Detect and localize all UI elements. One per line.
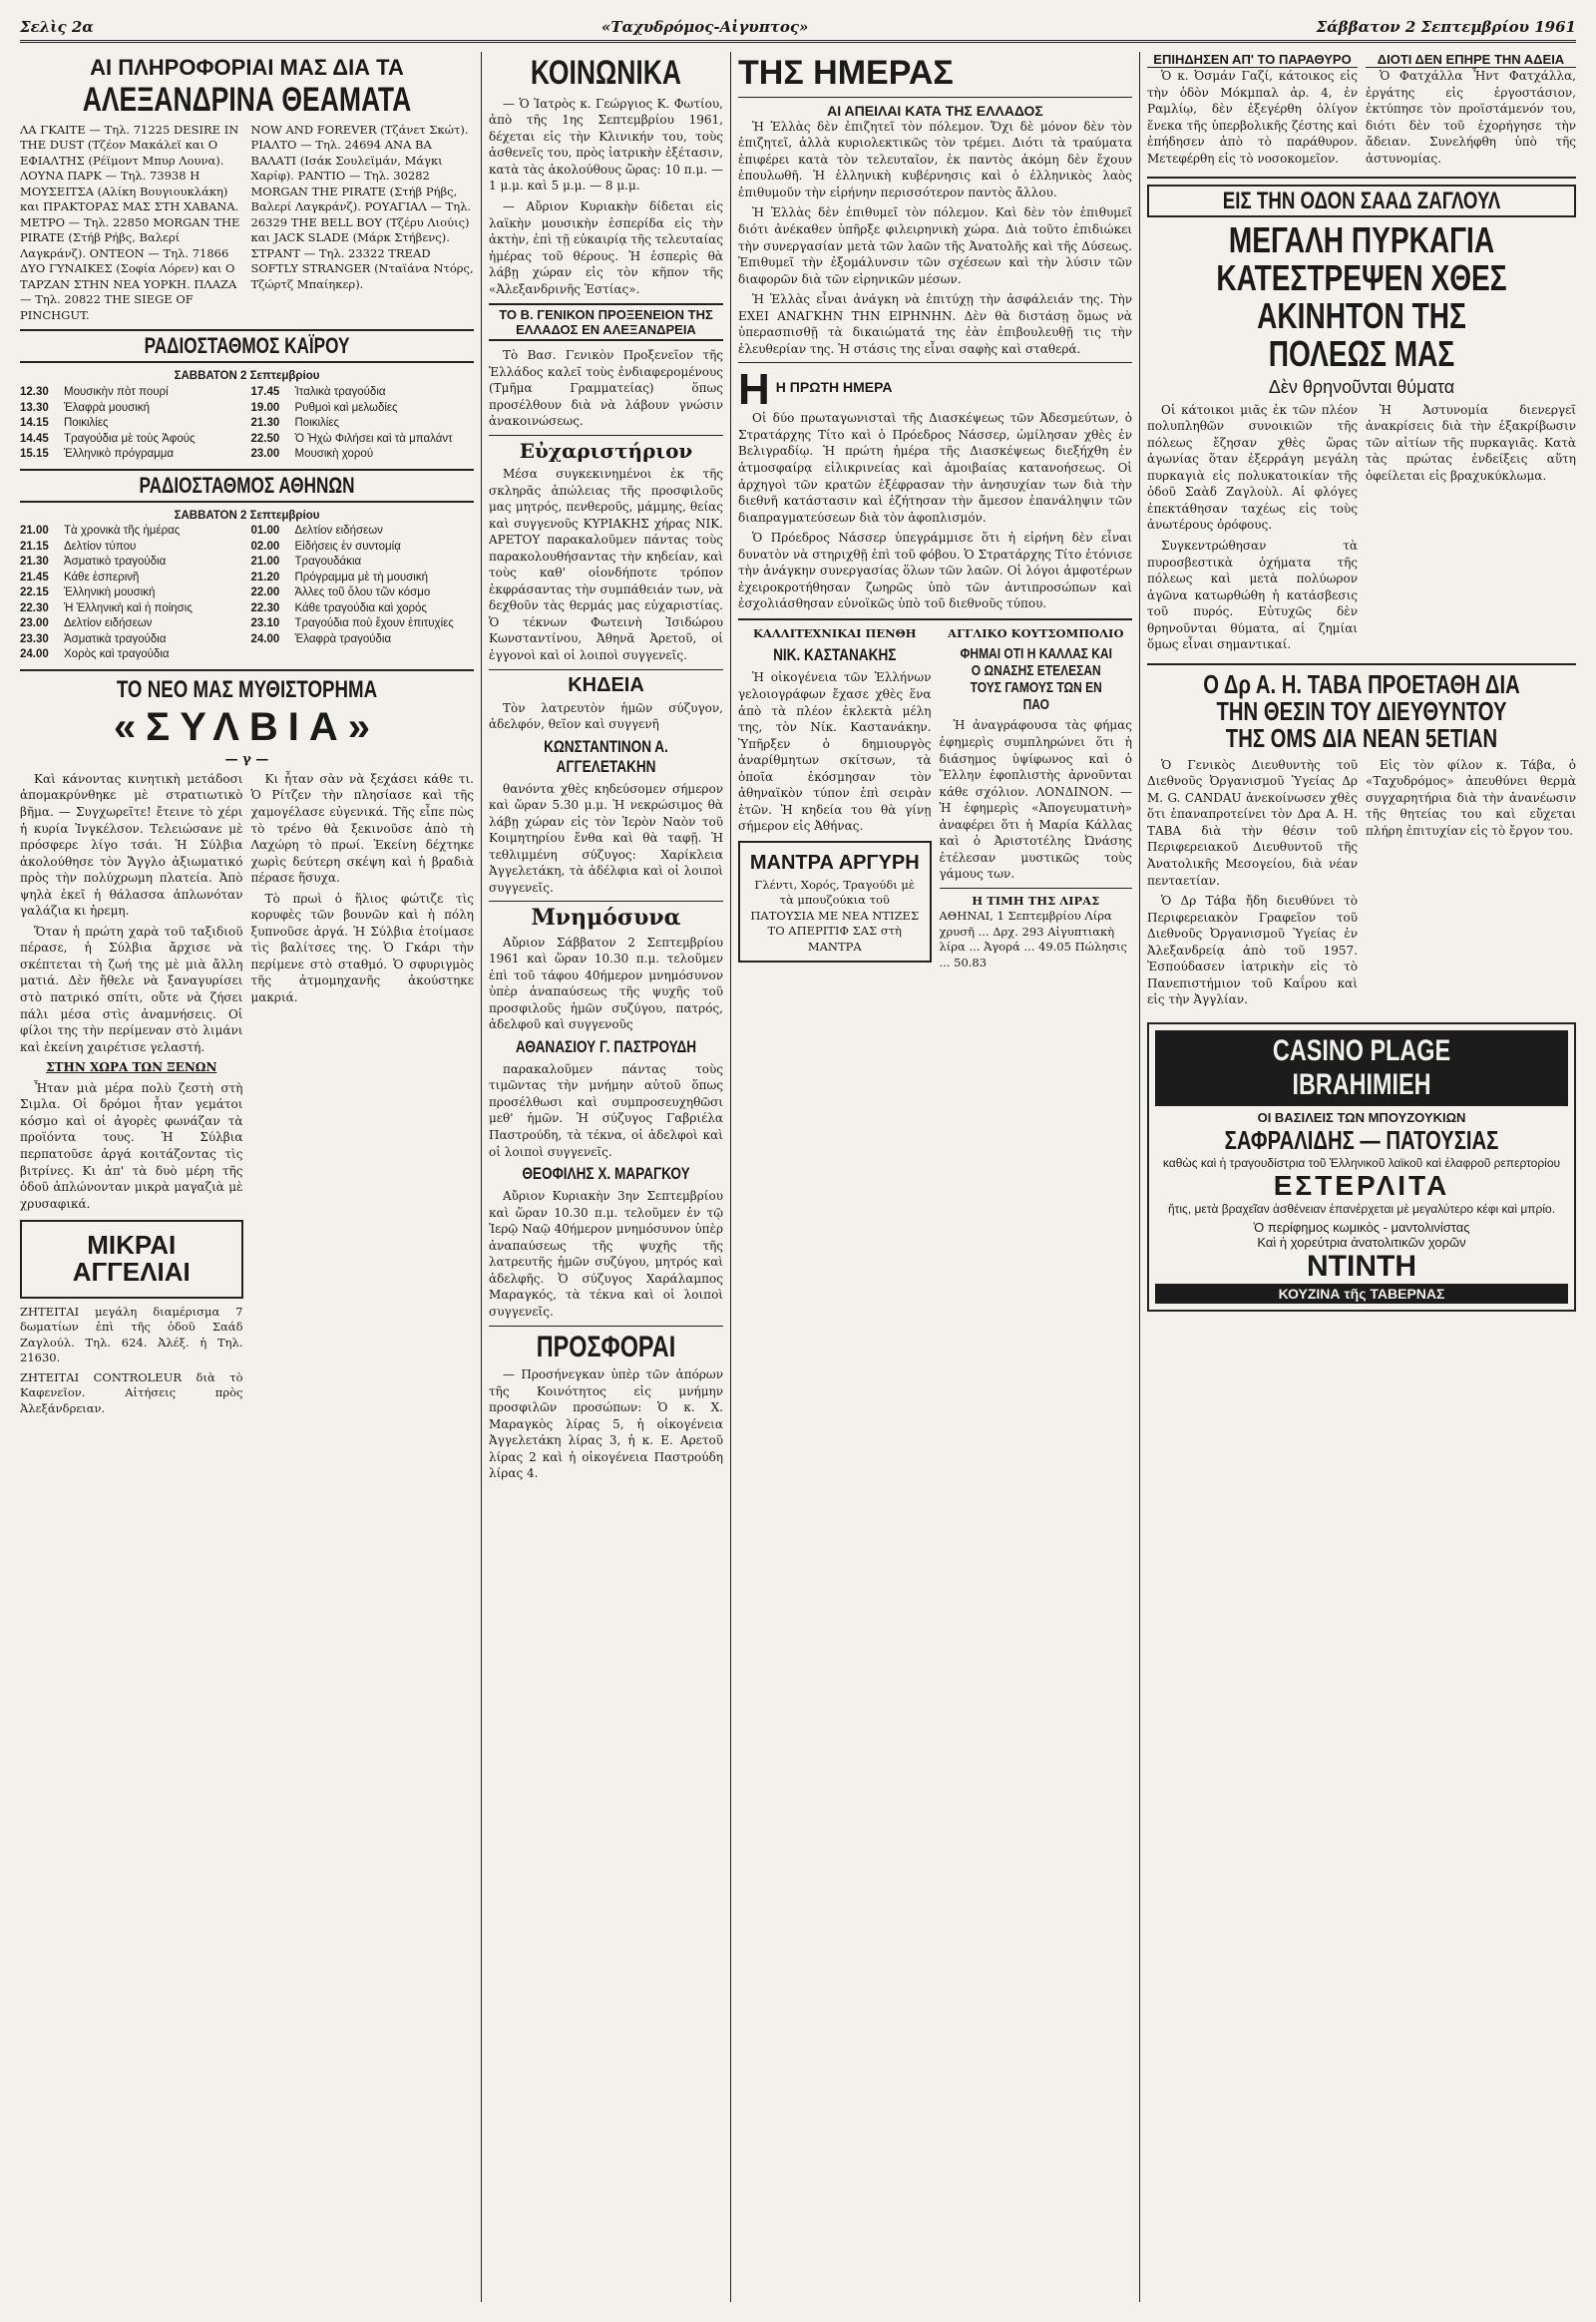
schedule-row bbox=[251, 632, 475, 648]
schedule-time: 24.00 bbox=[250, 632, 280, 645]
schedule-time: 22.30 bbox=[250, 601, 280, 614]
schedule-row bbox=[251, 432, 475, 448]
day-paragraph: Ὁ Πρόεδρος Νάσσερ ὑπεγράμμισε ὅτι ἡ εἰρήνη δὲν εἶναι δυνατὸν νὰ στηριχθῇ ἐπὶ τοῦ φόβου. Ὁ Στρατάρχης Τίτο ἐτόνισε τὴν ἀνάγκην συνεργασίας ὅλων τῶν λαῶν. Οἱ λόγοι ἀμφοτέρων ἐχειροκροτήθησαν ζωηρῶς ὑπὸ τῶν ἀντιπροσώπων καὶ ἐσχολιάσθησαν εὐνοϊκῶς ὑπὸ τοῦ διεθνοῦς τύπου. bbox=[738, 531, 1132, 611]
schedule-row bbox=[20, 585, 243, 601]
schedule-time: 12.30 bbox=[20, 386, 49, 398]
schedule-program: Χορὸς καὶ τραγούδια bbox=[64, 648, 170, 661]
schedule-time: 21.00 bbox=[250, 556, 280, 569]
radio-cairo-rows bbox=[20, 385, 474, 463]
thanks-title: Εὐχαριστήριον bbox=[519, 438, 693, 463]
schedule-time: 22.00 bbox=[250, 586, 280, 599]
mandra-title: ΜΑΝΤΡΑ ΑΡΓΥΡΗ bbox=[749, 851, 920, 874]
fire-subtitle: Δὲν θρηνοῦνται θύματα bbox=[1268, 376, 1455, 397]
schedule-time: 21.15 bbox=[20, 540, 49, 553]
page-number: Σελὶς 2α bbox=[20, 18, 94, 36]
schedule-row bbox=[251, 385, 475, 401]
schedule-row bbox=[20, 447, 243, 463]
memorial-title: Μνημόσυνα bbox=[531, 905, 681, 932]
schedule-program: Ὁ Ἠχὼ Φιλήσει καὶ τὰ μπαλάντ bbox=[294, 432, 453, 445]
schedule-row bbox=[20, 616, 243, 632]
schedule-time: 02.00 bbox=[250, 540, 280, 553]
schedule-program: Τὰ χρονικὰ τῆς ἡμέρας bbox=[64, 525, 181, 538]
radio-athens-rows bbox=[20, 524, 474, 663]
classifieds-title: ΜΙΚΡΑΙ ΑΓΓΕΛΙΑΙ bbox=[72, 1230, 191, 1288]
casino-title: CASINO PLAGE IBRAHIMIEH bbox=[1155, 1030, 1568, 1106]
mourning-text: Ἡ οἰκογένεια τῶν Ἑλλήνων γελοιογράφων ἔχασε χθὲς ἕνα ἀπὸ τὰ πλέον ἐκλεκτὰ μέλη της, τὸν Νίκ. Καστανάκην. Ὑπῆρξεν ὁ δημιουργὸς ἀναρίθμητων σκίτσων, τὰ ὁποῖα ἐκόσμησαν τὸν ἀθηναϊκὸν τύπον ἐπὶ σειρὰν ἐτῶν. Ἡ κηδεία του θὰ γίνῃ σήμερον εἰς Ἀθήνας. bbox=[738, 670, 932, 834]
schedule-row bbox=[20, 385, 243, 401]
schedule-row bbox=[20, 416, 243, 432]
schedule-row bbox=[251, 540, 475, 556]
who-paragraph: Ὁ Γενικὸς Διευθυντὴς τοῦ Διεθνοῦς Ὀργανισμοῦ Ὑγείας Δρ M. G. CANDAU ἀνεκοίνωσεν χθὲς ὅτι ἐπαναπροτείνει τὸν Δρα Α. Η. ΤΑΒΑ διὰ τὴν θέσιν τοῦ Περιφερειακοῦ Διευθυντοῦ τῆς Ἀνατολικῆς Μεσογείου, διὰ νέαν πενταετίαν. bbox=[1147, 757, 1358, 888]
schedule-time: 22.30 bbox=[20, 601, 49, 614]
schedule-row bbox=[20, 401, 243, 417]
consulate-text: Τὸ Βασ. Γενικὸν Προξενεῖον τῆς Ἑλλάδος καλεῖ τοὺς ἐνδιαφερομένους (Τμῆμα Γραμματείας) ὅπως προσέλθουν διὰ νὰ λάβουν γνώσιν ἀνακοινώσεως. bbox=[489, 348, 723, 429]
memorial-text: Αὔριον Σάββατον 2 Σεπτεμβρίου 1961 καὶ ὥραν 10.30 π.μ. τελοῦμεν ἐπὶ τοῦ τάφου 40ήμερον μνημόσυνον ὑπὲρ ἀναπαύσεως τῆς ψυχῆς τοῦ προσφιλοῦς ἡμῶν συζύγου, πατρός, ἀδελφοῦ καὶ συγγενοῦς bbox=[489, 935, 723, 1032]
theaters-left: ΛΑ ΓΚΑΙΤΕ — Τηλ. 71225 DESIRE IN THE DUST (Τζέον Μακάλεϊ και Ο ΕΦΙΑΛΤΗΣ (Ρέϊμοντ Μπυρ Λουνα). ΛΟΥΝΑ ΠΑΡΚ — Τηλ. 73938 Η ΜΟΥΣΕΙΤΣΑ (Αλίκη Βουγιουκλάκη) και ΠΡΑΚΤΟΡΑΣ ΜΑΣ ΣΤΗ ΧΑΒΑΝΑ. ΜΕΤΡΟ — Τηλ. 22850 MORGAN THE PIRATE (Στήβ Ρήβς, Βαλερί Λαγκράνζ). ΟΝΤΕΟΝ — Τηλ. 71866 ΔΥΟ ΓΥΝΑΙΚΕΣ (Σοφία Λόρεν) και Ο ΤΑΡΖΑΝ ΣΤΗΝ ΝΕΑ ΥΟΡΚΗ. ΠΛΑΖΑ — Τηλ. 20822 THE SIEGE OF PINCHGUT. bbox=[20, 122, 240, 322]
novel-body bbox=[20, 771, 474, 1420]
schedule-row bbox=[251, 401, 475, 417]
schedule-program: Ἐλαφρὰ μουσική bbox=[64, 401, 150, 414]
schedule-time: 23.30 bbox=[20, 632, 49, 645]
mandra-ad bbox=[738, 841, 932, 964]
schedule-row bbox=[251, 601, 475, 617]
schedule-program: Δελτίον ειδήσεων bbox=[294, 525, 383, 538]
novel-paragraph: Κι ἦταν σὰν νὰ ξεχάσει κάθε τι. Ὁ Ρίτζεν τὴν πλησίασε καὶ τῆς χαμογέλασε εὐγενικά. Τῆς εἶπε πὼς τὸ τρένο θὰ ξεκινοῦσε ἀπὸ τὴ Λαχώρη τὸ πρωί. Ἐκείνη δέχτηκε χωρὶς δεύτερη σκέψη καὶ ἡ βραδιὰ πέρασε ἥσυχα. bbox=[250, 771, 474, 886]
schedule-program: Τραγούδια ποὺ ἔχουν ἐπιτυχίες bbox=[294, 617, 454, 630]
gossip-label: ΑΓΓΛΙΚΟ ΚΟΥΤΣΟΜΠΟΛΙΟ bbox=[948, 625, 1124, 640]
who-title: Ο Δρ Α. Η. ΤΑΒΑ ΠΡΟΕΤΑΘΗ ΔΙΑ ΤΗΝ ΘΕΣΙΝ ΤΟΥ ΔΙΕΥΘΥΝΤΟΥ ΤΗΣ OMS ΔΙΑ ΝΕΑΝ 5ΕΤΙΑΝ bbox=[1203, 668, 1520, 754]
schedule-program: Ἀσματικὸ τραγούδια bbox=[64, 556, 167, 569]
radio-cairo-title: ΡΑΔΙΟΣΤΑΘΜΟΣ ΚΑΪΡΟΥ bbox=[20, 329, 474, 363]
radio-athens-schedule bbox=[20, 509, 474, 663]
schedule-time: 15.15 bbox=[20, 448, 49, 461]
radio-cairo-schedule bbox=[20, 369, 474, 462]
radio-athens-day: ΣΑΒΒΑΤΟΝ 2 Σεπτεμβρίου bbox=[174, 509, 320, 522]
memorial-text: παρακαλοῦμεν πάντας τοὺς τιμῶντας τὴν μνήμην αὐτοῦ ὅπως προσέλθωσι καὶ συμπροσευχηθῶσι μεθ' ἡμῶν. Ἡ σύζυγος Γαβριέλα Παστρούδη, τὰ τέκνα, οἱ ἀδελφοὶ καὶ οἱ λοιποὶ συγγενεῖς. bbox=[489, 1061, 723, 1159]
fire-paragraph: Οἱ κάτοικοι μιᾶς ἐκ τῶν πλέον πολυπληθῶν συνοικιῶν τῆς πόλεως ἔζησαν χθὲς ὥρας ἀγωνίας ὅταν ἐξερράγη μεγάλη πυρκαγιὰ εἰς πολυκατοικίαν τῆς ὁδοῦ Σαὰδ Ζαγλοὺλ. Αἱ φλόγες ἐπεκτάθησαν ταχέως εἰς τοὺς ἀνωτέρους ὀρόφους. bbox=[1147, 402, 1358, 533]
schedule-time: 21.00 bbox=[20, 525, 49, 538]
schedule-row bbox=[251, 585, 475, 601]
day-paragraph: Ἡ Ἑλλὰς εἶναι ἀνάγκη νὰ ἐπιτύχῃ τὴν ἀσφάλειάν της. Τὴν ΕΧΕΙ ΑΝΑΓΚΗΝ ΤΗΝ ΕΙΡΗΝΗΝ. Δὲν θὰ διστάσῃ ὅμως νὰ ὑπερασπισθῇ τὰ δικαιώματά της ἐὰν ἐπιβουλευθῇ τις τὴν ἐλευθερίαν της. Ἡ στάσις της εἶναι σαφὴς καὶ σταθερά. bbox=[738, 292, 1132, 356]
novel-paragraph: Ἦταν μιὰ μέρα πολὺ ζεστὴ στὴ Σιμλα. Οἱ δρόμοι ἦταν γεμάτοι κόσμο καὶ οἱ ἀγορὲς φωνάζαν τὰ προϊόντα τους. Ἡ Σύλβια περπατοῦσε ἀργά κοιτάζοντας τὶς βιτρίνες. Κι ἀπ' τὰ δυὸ μέρη τῆς ὁδοῦ ἀπλώνονταν μικρὰ μαγαζιὰ μὲ χρυσαφικά. bbox=[20, 1080, 243, 1211]
schedule-program: Τραγούδια μὲ τοὺς Ἀφούς bbox=[64, 432, 196, 445]
issue-date: Σάββατον 2 Σεπτεμβρίου 1961 bbox=[1316, 18, 1576, 36]
schedule-time: 17.45 bbox=[250, 386, 280, 398]
schedule-program: Ἰταλικὰ τραγούδια bbox=[294, 386, 386, 398]
theaters-listing bbox=[20, 123, 474, 324]
casino-line: Καὶ ἡ χορεύτρια ἀνατολιτικῶν χορῶν bbox=[1257, 1234, 1466, 1250]
consulate-head: ΤΟ Β. ΓΕΝΙΚΟΝ ΠΡΟΞΕΝΕΙΟΝ ΤΗΣ ΕΛΛΑΔΟΣ ΕΝ ΑΛΕΞΑΝΔΡΕΙΑ bbox=[489, 303, 723, 341]
newspaper-page bbox=[20, 18, 1576, 2302]
price-title: Η ΤΙΜΗ ΤΗΣ ΛΙΡΑΣ bbox=[972, 893, 1100, 908]
schedule-program: Ποικιλίες bbox=[294, 417, 340, 430]
schedule-program: Ἀσματικὰ τραγούδια bbox=[64, 632, 167, 645]
schedule-time: 22.15 bbox=[20, 586, 49, 599]
who-paragraph: Εἰς τὸν φίλον κ. Τάβα, ὁ «Ταχυδρόμος» ἀπευθύνει θερμὰ συγχαρητήρια διὰ τὴν ἀνανέωσιν τῆς θητείας του καὶ εὔχεται πλήρη ἐπιτυχίαν εἰς τὸ ἔργον του. bbox=[1366, 757, 1576, 838]
theaters-title-1: ΑΙ ΠΛΗΡΟΦΟΡΙΑΙ ΜΑΣ ΔΙΑ ΤΑ bbox=[90, 55, 404, 80]
schedule-time: 22.50 bbox=[250, 432, 280, 445]
classified-ad: ΖΗΤΕΙΤΑΙ CONTROLEUR διὰ τὸ Καφενεῖον. Αἰτήσεις πρὸς Ἀλεξάνδρειαν. bbox=[20, 1369, 243, 1415]
casino-line: ΣΑΦΡΑΛΙΔΗΣ — ΠΑΤΟΥΣΙΑΣ bbox=[1224, 1124, 1499, 1155]
novel-kicker: ΤΟ ΝΕΟ ΜΑΣ ΜΥΘΙΣΤΟΡΗΜΑ bbox=[116, 675, 378, 703]
schedule-time: 23.10 bbox=[250, 617, 280, 630]
funeral-title: ΚΗΔΕΙΑ bbox=[568, 673, 644, 696]
gossip-title: ΦΗΜΑΙ ΟΤΙ Η ΚΑΛΛΑΣ ΚΑΙ Ο ΩΝΑΣΗΣ ΕΤΕΛΕΣΑΝ ΤΟΥΣ ΓΑΜΟΥΣ ΤΩΝ ΕΝ ΠΑΟ bbox=[960, 645, 1112, 714]
schedule-program: Μουσικὴ χορού bbox=[294, 448, 374, 461]
schedule-row bbox=[20, 432, 243, 448]
schedule-time: 13.30 bbox=[20, 401, 49, 414]
schedule-time: 21.45 bbox=[20, 571, 49, 583]
schedule-program: Εἰδήσεις ἐν συντομίᾳ bbox=[294, 540, 401, 553]
radio-cairo-day: ΣΑΒΒΑΤΟΝ 2 Σεπτεμβρίου bbox=[174, 370, 320, 383]
radio-athens-title: ΡΑΔΙΟΣΤΑΘΜΟΣ ΑΘΗΝΩΝ bbox=[20, 469, 474, 503]
schedule-row bbox=[251, 616, 475, 632]
theaters-title-2: ΑΛΕΞΑΝΔΡΙΝΑ ΘΕΑΜΑΤΑ bbox=[82, 81, 412, 120]
schedule-program: Ἡ Ἑλληνικὴ καὶ ἡ ποίησις bbox=[64, 601, 193, 614]
schedule-row bbox=[20, 601, 243, 617]
day-paragraph: Ἡ Ἑλλὰς δὲν ἐπιζητεῖ τὸν πόλεμον. Ὄχι δὲ μόνον δὲν τὸν ἐπιζητεῖ, ἀλλὰ κυριολεκτικῶς τὸν τρέμει. Διότι τὰ τραύματα ἐπιφέρει κατὰ τὸν τελευταῖον, ἐκ παντὸς ἀκόμη δὲν ἔχουν ἐπουλωθῆ. Ἡ ἑλληνικὴ κυβέρνησις καὶ ὁ ἑλληνικὸς λαὸς ἐπιθυμοῦν τὴν εἰρήνην περισσότερον παντὸς ἄλλου. bbox=[738, 119, 1132, 199]
memorial-name: ΘΕΟΦΙΛΗΣ Χ. ΜΑΡΑΓΚΟΥ bbox=[522, 1164, 690, 1184]
social-item: — Ὁ Ἰατρὸς κ. Γεώργιος Κ. Φωτίου, ἀπὸ τῆς 1ης Σεπτεμβρίου 1961, δέχεται εἰς τὴν Κλινικήν του, τοὺς ἀσθενεῖς του, πρὸς ἰατρικὴν ἐξέτασιν, κατὰ τὰς ἀκολούθους ὥρας: 10 π.μ. — 1 μ.μ. καὶ 5 μ.μ. — 8 μ.μ. bbox=[489, 96, 723, 194]
schedule-row bbox=[251, 416, 475, 432]
mourning-label: ΚΑΛΛΙΤΕΧΝΙΚΑΙ ΠΕΝΘΗ bbox=[752, 625, 917, 640]
schedule-row bbox=[251, 555, 475, 571]
schedule-program: Ἐλαφρὰ τραγούδια bbox=[294, 632, 392, 645]
column-1 bbox=[20, 52, 474, 2302]
schedule-program: Τραγουδάκια bbox=[294, 556, 362, 569]
schedule-program: Ἀλλες τοῦ ὅλου τῶν κόσμο bbox=[294, 586, 431, 599]
day-paragraph: Οἱ δύο πρωταγωνισταὶ τῆς Διασκέψεως τῶν Ἀδεσμεύτων, ὁ Στρατάρχης Τίτο καὶ ὁ Πρόεδρος Νάσσερ, ὡμίλησαν χθὲς ἐν Βελιγραδίῳ. Ἡ πρώτη ἡμέρα τῆς Διασκέψεως διεξήχθη ἐν ἀτμοσφαίρᾳ εἰλικρινείας καὶ ἀμοιβαίας κατανοήσεως. Οἱ ἀρχηγοὶ τῶν κρατῶν ἐξέφρασαν τὴν ἀνησυχίαν των διὰ τὴν διεθνῆ κατάστασιν καὶ ἐζήτησαν τὴν ἄμεσον ἐπανάληψιν τῶν διαπραγματεύσεων διὰ τὸν ἀφοπλισμόν. bbox=[738, 411, 1132, 525]
day-paragraph: Ἡ Ἑλλὰς δὲν ἐπιθυμεῖ τὸν πόλεμον. Καὶ δὲν τὸν ἐπιθυμεῖ διότι ἀνέκαθεν ὑπῆρξε φιλειρηνικὴ χώρα. Διὰ τοῦτο ἐπιδιώκει τὴν συνεργασίαν μετὰ τῶν λαῶν τῆς Ἀνατολῆς καὶ τῆς Δύσεως. Ἐπιθυμεῖ τὴν ἐξομάλυνσιν τῶν σχέσεων καὶ τὴν λύσιν τῶν διαφορῶν διὰ τῶν εἰρηνικῶν μέσων. bbox=[738, 205, 1132, 286]
novel-paragraph: Ὅταν ἡ πρώτη χαρὰ τοῦ ταξιδιοῦ πέρασε, ἡ Σύλβια ἄρχισε νὰ σκέπτεται τὴ ζωή της μὲ μιὰ ἄλλη ματιά. Δὲν ἤθελε νὰ ξαναγυρίσει στὸ πατρικό σπίτι, οὔτε νὰ ζήσει πάλι μέσα στὶς ἀναμνήσεις. Οἱ φίλοι της τὴν περίμεναν στὸ λιμάνι καὶ ἐκείνη χαιρέτισε γελαστή. bbox=[20, 924, 243, 1054]
gossip-text: Ἡ ἀναγράφουσα τὰς φήμας ἐφημερὶς συμπληρώνει ὅτι ἡ διάσημος ὑψίφωνος καὶ ὁ Ἕλλην ἐφοπλιστὴς ἀρνοῦνται κάθε σχόλιον. ΛΟΝΔΙΝΟΝ. — Ἡ ἐφημερὶς «Ἀπογευματινὴ» ἀναφέρει ὅτι ἡ Μαρία Κάλλας καὶ ὁ Ἀριστοτέλης Ὠνάσης ἐτέλεσαν μυστικῶς τοὺς γάμους των. bbox=[939, 718, 1132, 882]
first-day-title: Η ΠΡΩΤΗ ΗΜΕΡΑ bbox=[775, 379, 893, 396]
casino-ad bbox=[1147, 1022, 1576, 1312]
classifieds-box bbox=[20, 1220, 243, 1299]
schedule-program: Ἑλληνικὸ πρόγραμμα bbox=[64, 448, 175, 461]
first-day-article bbox=[738, 368, 1132, 612]
brief-title: ΔΙΟΤΙ ΔΕΝ ΕΠΗΡΕ ΤΗΝ ΑΔΕΙΑ bbox=[1366, 52, 1576, 68]
social-title: ΚΟΙΝΩΝΙΚΑ bbox=[530, 54, 682, 92]
schedule-program: Κάθε τραγούδια καὶ χορός bbox=[294, 601, 427, 614]
column-4 bbox=[1147, 52, 1576, 2302]
schedule-program: Δελτίον ειδήσεων bbox=[64, 617, 153, 630]
schedule-time: 23.00 bbox=[250, 448, 280, 461]
schedule-row bbox=[20, 632, 243, 648]
mandra-text: Γλέντι, Χορός, Τραγούδι μὲ τὰ μπουζούκια τοῦ ΠΑΤΟΥΣΙΑ ΜΕ ΝΕΑ ΝΤΙΖΕΣ ΤΟ ΑΠΕΡΙΤΙΦ ΣΑΣ στὴ ΜΑΝΤΡΑ bbox=[750, 877, 920, 954]
novel-paragraph: Καὶ κάνοντας κινητικὴ μετάδοσι ἀπομακρύνθηκε μὲ στρατιωτικὸ βῆμα. — Συγχωρεῖτε! ἔτεινε τὸ χέρι ἡ κυρία Ἰνγκέλσον. Τελειώσανε μὲ πρόσφερε λίγο τσάι. Ἡ Σύλβια ἀκολούθησε τὸν Ἄγγλο ἀξιωματικό πρὸς τὴν πολύχρωμη πλατεία. Ἀπὸ ψηλὰ ἐκεῖ ἡ θάλασσα ἁπλωνόταν γαλάζια κι ἡρεμη. bbox=[20, 771, 243, 919]
columns bbox=[20, 52, 1576, 2302]
schedule-program: Ποικιλίες bbox=[64, 417, 109, 430]
day-subhead: ΑΙ ΑΠΕΙΛΑΙ ΚΑΤΑ ΤΗΣ ΕΛΛΑΔΟΣ bbox=[827, 102, 1043, 119]
schedule-time: 19.00 bbox=[250, 401, 280, 414]
who-paragraph: Ὁ Δρ Τάβα ἤδη διευθύνει τὸ Περιφερειακὸν Γραφεῖον τοῦ Διεθνοῦς Ὀργανισμοῦ Ὑγείας ἐν Ἀλεξανδρείᾳ ἀπὸ τοῦ 1957. Ἐσπούδασεν ἰατρικὴν εἰς τὸ Πανεπιστήμιον τοῦ Καΐρου καὶ εἰς τὴν Ἀγγλίαν. bbox=[1147, 894, 1358, 1007]
theaters-right: NOW AND FOREVER (Τζάνετ Σκώτ). ΡΙΑΛΤΟ — Τηλ. 24694 ΑΝΑ ΒΑ ΒΑΛΑΤΙ (Ισάκ Σουλεϊμάν, Μάγκι Χαρίφ). ΡΑΝΤΙΟ — Τηλ. 30282 MORGAN THE PIRATE (Στήβ Ρήβς, Βαλερί Λαγκράνζ). ΡΟΥΑΓΙΑΛ — Τηλ. 26329 THE BELL BOY (Τζέρυ Λιούις) και JACK SLADE (Μάρκ Στήβενς). ΣΤΡΑΝΤ — Τηλ. 23322 TREAD SOFTLY STRANGER (Νταϊάνα Ντόρς, Τζώρτζ Μπαίηκερ). bbox=[250, 122, 474, 291]
novel-title: «ΣΥΛΒΙΑ» bbox=[113, 704, 381, 749]
schedule-row bbox=[251, 447, 475, 463]
schedule-time: 21.30 bbox=[20, 556, 49, 569]
novel-paragraph: Τὸ πρωὶ ὁ ἥλιος φώτιζε τὶς κορυφὲς τῶν βουνῶν καὶ ἡ πόλη ξυπνοῦσε ἀργά. Ἡ Σύλβια ἑτοίμασε τὶς βαλίτσες της. Ὁ Γκάρι τὴν περίμενε στὸ σταθμό. Ὁ σφυριγμὸς τῆς ἀτμομηχανῆς ἀκούστηκε μακριά. bbox=[250, 891, 474, 1005]
schedule-row bbox=[251, 524, 475, 540]
column-2 bbox=[489, 52, 723, 2302]
schedule-program: Δελτίον τύπου bbox=[64, 540, 137, 553]
casino-line: ΚΟΥΖΙΝΑ τῆς ΤΑΒΕΡΝΑΣ bbox=[1155, 1284, 1568, 1304]
price-text: ΑΘΗΝΑΙ, 1 Σεπτεμβρίου Λίρα χρυσῆ ... Δρχ. 293 Αἰγυπτιακὴ λίρα ... Ἀγορά ... 49.05 Πώλησις ... 50.83 bbox=[939, 909, 1127, 969]
casino-line: ΝΤΙΝΤΗ bbox=[1307, 1249, 1416, 1283]
schedule-program: Ἑλληνικὴ μουσική bbox=[64, 586, 156, 599]
schedule-time: 21.30 bbox=[250, 417, 280, 430]
schedule-program: Κάθε ἑσπερινῆ bbox=[64, 571, 140, 583]
schedule-program: Μουσικὴν πὸτ πουρί bbox=[64, 386, 169, 398]
bottom-pair bbox=[738, 626, 1132, 971]
fire-paragraph: Συγκεντρώθησαν τὰ πυροσβεστικὰ ὀχήματα τῆς πόλεως καὶ μετὰ πολύωρον ἀγῶνα κατωρθώθη ἡ κατάσβεσις τοῦ πυρός. Εὐτυχῶς δὲν θρηνοῦνται θύματα, αἱ ζημίαι ὅμως εἶναι σημαντικαί. bbox=[1147, 539, 1358, 652]
funeral-text: θανόντα χθὲς κηδεύσομεν σήμερον καὶ ὥραν 5.30 μ.μ. Ἡ νεκρώσιμος θὰ λάβῃ χώραν εἰς τὸν Ἱερὸν Ναὸν τοῦ Κοιμητηρίου ἔνθα καὶ θὰ ταφῇ. Ἡ τεθλιμμένη σύζυγος: Χαρίκλεια Ἀγγελετάκη, τὰ ἀδέλφια καὶ οἱ λοιποὶ συγγενεῖς. bbox=[489, 781, 723, 895]
brief-text: Ὁ κ. Ὀσμάν Γαζί, κάτοικος εἰς τὴν ὁδὸν Μόκμπαλ ἀρ. 4, ἐν Ραμλίῳ, δὲν ἐξεγέρθη ὀλίγον ἕνεκα τῆς ὑπερβολικῆς ζέστης καὶ ἐπήδησεν ἀπὸ τὸ παράθυρον. Μετεφέρθη εἰς τὸ νοσοκομεῖον. bbox=[1147, 69, 1358, 166]
who-body bbox=[1147, 757, 1576, 1012]
schedule-row bbox=[20, 555, 243, 571]
schedule-time: 01.00 bbox=[250, 525, 280, 538]
schedule-row bbox=[20, 524, 243, 540]
classified-ad: ΖΗΤΕΙΤΑΙ μεγάλη διαμέρισμα 7 δωματίων ἐπὶ τῆς ὁδοῦ Σαάδ Ζαγλούλ. Τηλ. 624. Ἀλέξ. ἡ Τηλ. 21630. bbox=[20, 1304, 243, 1365]
casino-line: Ὁ περίφημος κωμικὸς - μαντολινίστας bbox=[1253, 1219, 1470, 1235]
top-briefs bbox=[1147, 52, 1576, 171]
brief-text: Ὁ Φατχάλλα Ἦντ Φατχάλλα, ἐργάτης εἰς ἐργοστάσιον, ἐκτύπησε τὸν προϊστάμενόν του, διότι δὲν τοῦ ἐχορήγησε τὴν ἄδειαν. Συνελήφθη ὑπὸ τῆς ἀστυνομίας. bbox=[1366, 69, 1576, 166]
fire-kicker: ΕΙΣ ΤΗΝ ΟΔΟΝ ΣΑΑΔ ΖΑΓΛΟΥΛ bbox=[1147, 185, 1576, 217]
paper-name: «Ταχυδρόμος-Αἰγυπτος» bbox=[600, 18, 809, 36]
casino-line: ἥτις, μετὰ βραχεῖαν ἀσθένειαν ἐπανέρχεται μὲ μεγαλύτερο κέφι καὶ μπρίο. bbox=[1167, 1201, 1556, 1216]
casino-line: ΕΣΤΕΡΛΙΤΑ bbox=[1273, 1169, 1450, 1201]
fire-paragraph: Ἡ Ἀστυνομία διενεργεῖ ἀνακρίσεις διὰ τὴν ἐξακρίβωσιν τῶν αἰτίων τῆς πυρκαγιᾶς. Κατὰ τὰς πρώτας ἐνδείξεις αὕτη ὀφείλεται εἰς βραχυκύκλωμα. bbox=[1366, 402, 1576, 483]
fire-body bbox=[1147, 402, 1576, 657]
mourning-name: ΝΙΚ. ΚΑΣΤΑΝΑΚΗΣ bbox=[773, 645, 897, 665]
novel-subhead: ΣΤΗΝ ΧΩΡΑ ΤΩΝ ΞΕΝΩΝ bbox=[46, 1060, 217, 1075]
novel-chapter: — γ — bbox=[224, 751, 269, 767]
schedule-program: Πρόγραμμα μὲ τὴ μουσική bbox=[294, 571, 428, 583]
casino-line: καθὼς καὶ ἡ τραγουδίστρια τοῦ Ἑλληνικοῦ λαϊκοῦ καὶ ἐλαφροῦ ρεπερτορίου bbox=[1162, 1155, 1561, 1170]
schedule-row bbox=[20, 540, 243, 556]
schedule-row bbox=[20, 647, 243, 663]
casino-line: ΟΙ ΒΑΣΙΛΕΙΣ ΤΩΝ ΜΠΟΥΖΟΥΚΙΩΝ bbox=[1257, 1109, 1466, 1125]
schedule-program: Ρυθμοὶ καὶ μελωδίες bbox=[294, 401, 398, 414]
schedule-time: 21.20 bbox=[250, 571, 280, 583]
offerings-title: ΠΡΟΣΦΟΡΑΙ bbox=[536, 1330, 676, 1363]
day-kicker: ΤΗΣ ΗΜΕΡΑΣ bbox=[738, 54, 954, 92]
funeral-text: Τὸν λατρευτὸν ἡμῶν σύζυγον, ἀδελφόν, θεῖον καὶ συγγενῆ bbox=[489, 700, 723, 732]
masthead bbox=[20, 18, 1576, 43]
column-3 bbox=[738, 52, 1132, 2302]
schedule-row bbox=[20, 571, 243, 586]
memorial-name: ΑΘΑΝΑΣΙΟΥ Γ. ΠΑΣΤΡΟΥΔΗ bbox=[515, 1036, 697, 1056]
schedule-row bbox=[251, 571, 475, 586]
dropcap: Η bbox=[738, 368, 770, 411]
schedule-time: 23.00 bbox=[20, 617, 49, 630]
schedule-time: 14.45 bbox=[20, 432, 49, 445]
schedule-time: 24.00 bbox=[20, 648, 49, 661]
offerings-text: — Προσήνεγκαν ὑπὲρ τῶν ἀπόρων τῆς Κοινότητος εἰς μνήμην προσφιλῶν προσώπων: Ὁ κ. Χ. Μαραγκὸς λίρας 5, ἡ οἰκογένεια Ἀγγελετάκη λίρας 3, ἡ κ. Ε. Αρετοῦ λίρας 2 καὶ ἡ οἰκογένεια Παστρούδη λίρας 4. bbox=[489, 1367, 723, 1481]
fire-title: ΜΕΓΑΛΗ ΠΥΡΚΑΓΙΑ ΚΑΤΕΣΤΡΕΨΕΝ ΧΘΕΣ ΑΚΙΝΗΤΟΝ ΤΗΣ ΠΟΛΕΩΣ ΜΑΣ bbox=[1216, 219, 1507, 374]
memorial-text: Αὔριον Κυριακὴν 3ην Σεπτεμβρίου καὶ ὥραν 10.30 π.μ. τελοῦμεν ἐν τῷ Ἱερῷ Ναῷ 40ήμερον μνημόσυνον ὑπὲρ ἀναπαύσεως τῆς ψυχῆς τῆς λατρευτῆς ἡμῶν συζύγου, μητρός καὶ ἀδελφῆς. Ὁ σύζυγος Χαράλαμπος Μαραγκός, τὰ τέκνα καὶ οἱ λοιποὶ συγγενεῖς. bbox=[489, 1189, 723, 1319]
schedule-time: 14.15 bbox=[20, 417, 49, 430]
thanks-text: Μέσα συγκεκινημένοι ἐκ τῆς σκληρᾶς ἀπώλειας τῆς προσφιλοῦς μας μητρός, πενθεροῦς, μάμμης, θείας καὶ συγγενοῦς ΚΥΡΙΑΚΗΣ χήρας ΝΙΚ. ΑΡΕΤΟΥ παρακαλοῦμεν πάντας τοὺς παρακολουθήσαντας τὴν κηδείαν, καὶ τοὺς καθ' οἱονδήποτε τρόπον ἐκφράσαντας τὴν συμπάθειάν των, νὰ δεχθοῦν τὰς θερμάς μας εὐχαριστίας. Ὁ τέκνων Φωτεινὴ Ἰσιδώρου Κωνσταντίνου, Ἀθηνᾶ Ἀρετοῦ, οἱ ἐγγονοὶ καὶ οἱ λοιποὶ συγγενεῖς. bbox=[489, 466, 723, 662]
funeral-name: ΚΩΝΣΤΑΝΤΙΝΟΝ Α. ΑΓΓΕΛΕΤΑΚΗΝ bbox=[544, 736, 668, 776]
brief-title: ΕΠΙΗΔΗΣΕΝ ΑΠ' ΤΟ ΠΑΡΑΘΥΡΟ bbox=[1147, 52, 1358, 68]
social-item: — Αὔριον Κυριακὴν δίδεται εἰς λαϊκὴν μουσικὴν ἑσπερίδα εἰς τὴν ἀκτὴν, ἐπὶ τῇ εὐκαιρίᾳ τῆς τελευταίας ἡμέρας τοῦ θέρους. Ἡ ἑσπερὶς θὰ λάβῃ χώραν εἰς τὸν κῆπον τῆς «Ἀλεξανδρινῆς Ἑστίας». bbox=[489, 198, 723, 296]
